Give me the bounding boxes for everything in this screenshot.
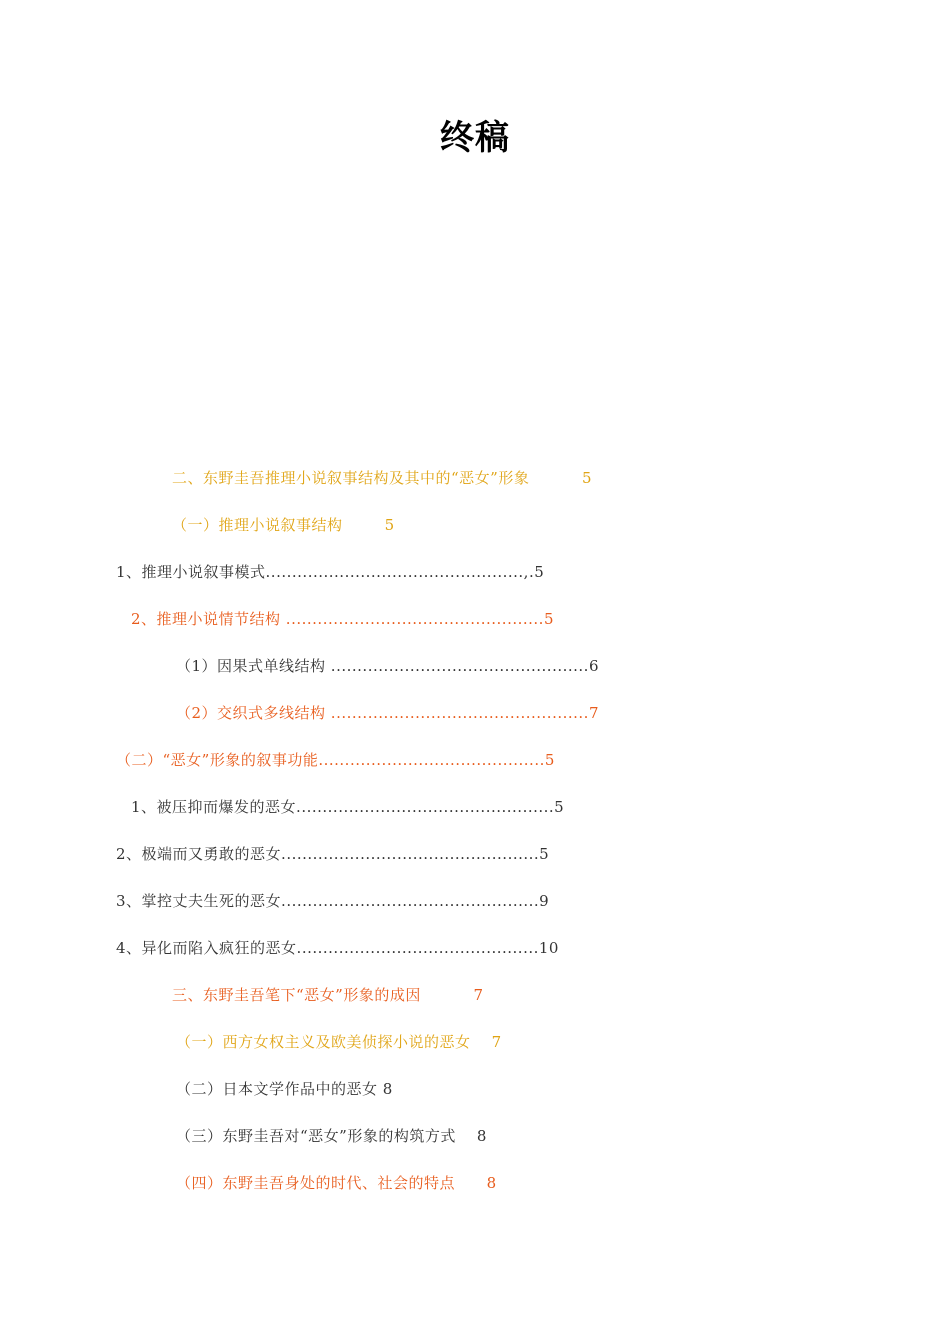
toc-entry-section-3-4: （四）东野圭吾身处的时代、社会的特点 8 <box>176 1174 497 1192</box>
toc-entry-multi-line: （2）交织式多线结构 .................................................7 <box>176 704 599 722</box>
toc-entry-controlling-woman: 3、掌控丈夫生死的恶女.................................................9 <box>116 892 550 910</box>
toc-entry-narrative-mode: 1、推理小说叙事模式.................................................,.5 <box>116 563 545 581</box>
toc-entry-section-3-1: （一）西方女权主义及欧美侦探小说的恶女 7 <box>176 1033 502 1051</box>
toc-entry-oppressed-woman: 1、被压抑而爆发的恶女.................................................5 <box>131 798 565 816</box>
toc-entry-section-2-1: （一）推理小说叙事结构 5 <box>172 516 395 534</box>
document-title: 终稿 <box>440 118 510 158</box>
toc-entry-section-3-3: （三）东野圭吾对“恶女”形象的构筑方式 8 <box>176 1127 487 1145</box>
toc-entry-plot-structure: 2、推理小说情节结构 .................................................5 <box>131 610 554 628</box>
toc-entry-extreme-woman: 2、极端而又勇敢的恶女.................................................5 <box>116 845 550 863</box>
toc-entry-chapter-2: 二、东野圭吾推理小说叙事结构及其中的“恶女”形象 5 <box>172 469 593 487</box>
toc-entry-single-line: （1）因果式单线结构 .................................................6 <box>176 657 599 675</box>
toc-entry-section-3-2: （二）日本文学作品中的恶女 8 <box>176 1080 393 1098</box>
toc-entry-mad-woman: 4、异化而陷入疯狂的恶女..............................................10 <box>116 939 559 957</box>
toc-entry-chapter-3: 三、东野圭吾笔下“恶女”形象的成因 7 <box>172 986 484 1004</box>
toc-entry-section-2-2: （二）“恶女”形象的叙事功能...........................................5 <box>116 751 555 769</box>
